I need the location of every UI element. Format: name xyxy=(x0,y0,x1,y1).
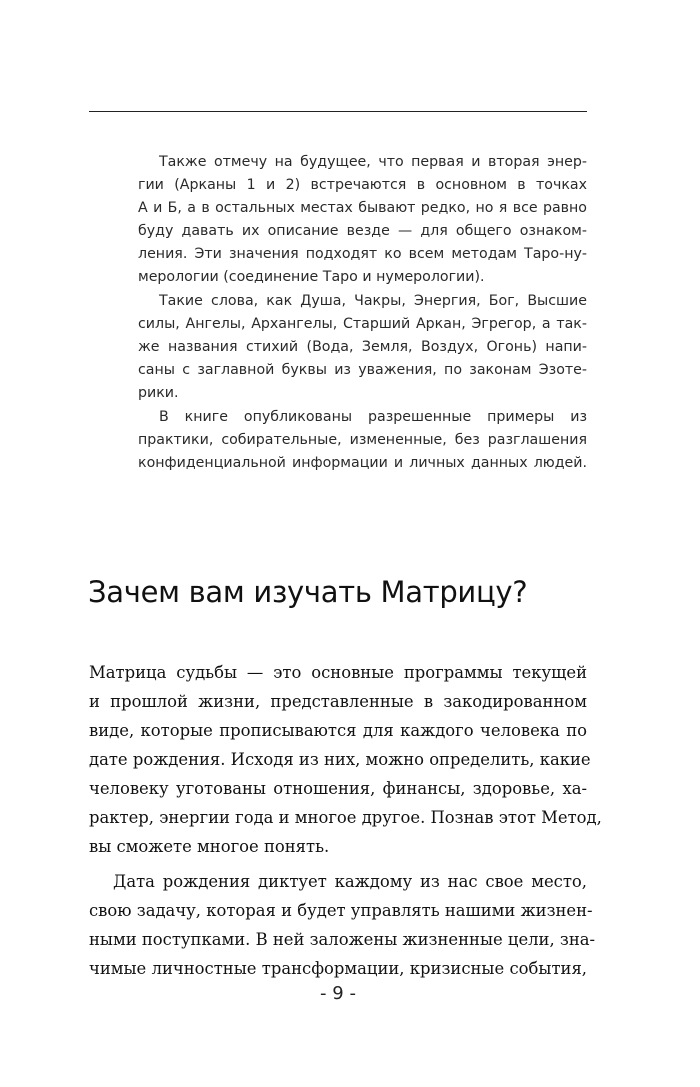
note-line: А и Б, а в остальных местах бывают редко, но я все равно xyxy=(138,200,587,216)
note-line: саны с заглавной буквы из уважения, по законам Эзоте- xyxy=(138,362,587,378)
note-line: рики. xyxy=(138,385,179,401)
body-line: чимые личностные трансформации, кризисные события, xyxy=(89,959,587,978)
section-heading: Зачем вам изучать Матрицу? xyxy=(88,575,528,609)
body-line: виде, которые прописываются для каждого человека по xyxy=(89,721,587,740)
body-line: вы сможете многое понять. xyxy=(89,837,330,856)
page-number: - 9 - xyxy=(320,983,356,1004)
body-line: Дата рождения диктует каждому из нас свое место, xyxy=(113,872,587,891)
note-line: силы, Ангелы, Архангелы, Старший Аркан, Эгрегор, а так- xyxy=(138,316,587,332)
note-line: конфиденциальной информации и личных данных людей. xyxy=(138,455,587,471)
note-line: Такие слова, как Душа, Чакры, Энергия, Бог, Высшие xyxy=(159,293,587,309)
body-line: и прошлой жизни, представленные в закодированном xyxy=(89,692,587,711)
author-note xyxy=(138,151,587,475)
note-line: буду давать их описание везде — для общего ознаком- xyxy=(138,223,587,239)
header-rule xyxy=(89,111,587,112)
body-line: свою задачу, которая и будет управлять нашими жизнен- xyxy=(89,901,593,920)
body-line: Матрица судьбы — это основные программы текущей xyxy=(89,663,587,682)
note-line: гии (Арканы 1 и 2) встречаются в основном в точках xyxy=(138,177,587,193)
body-line: дате рождения. Исходя из них, можно определить, какие xyxy=(89,750,591,769)
note-line: практики, собирательные, измененные, без разглашения xyxy=(138,432,587,448)
body-line: рактер, энергии года и многое другое. Познав этот Метод, xyxy=(89,808,602,827)
note-line: В книге опубликованы разрешенные примеры из xyxy=(159,409,587,425)
note-line: мерологии (соединение Таро и нумерологии). xyxy=(138,269,485,285)
body-text xyxy=(89,658,602,983)
body-line: человеку уготованы отношения, финансы, здоровье, ха- xyxy=(89,779,587,798)
note-line: же названия стихий (Вода, Земля, Воздух, Огонь) напи- xyxy=(138,339,587,355)
body-line: ными поступками. В ней заложены жизненные цели, зна- xyxy=(89,930,596,949)
note-line: ления. Эти значения подходят ко всем методам Таро-ну- xyxy=(138,246,587,262)
note-line: Также отмечу на будущее, что первая и вторая энер- xyxy=(159,154,587,170)
